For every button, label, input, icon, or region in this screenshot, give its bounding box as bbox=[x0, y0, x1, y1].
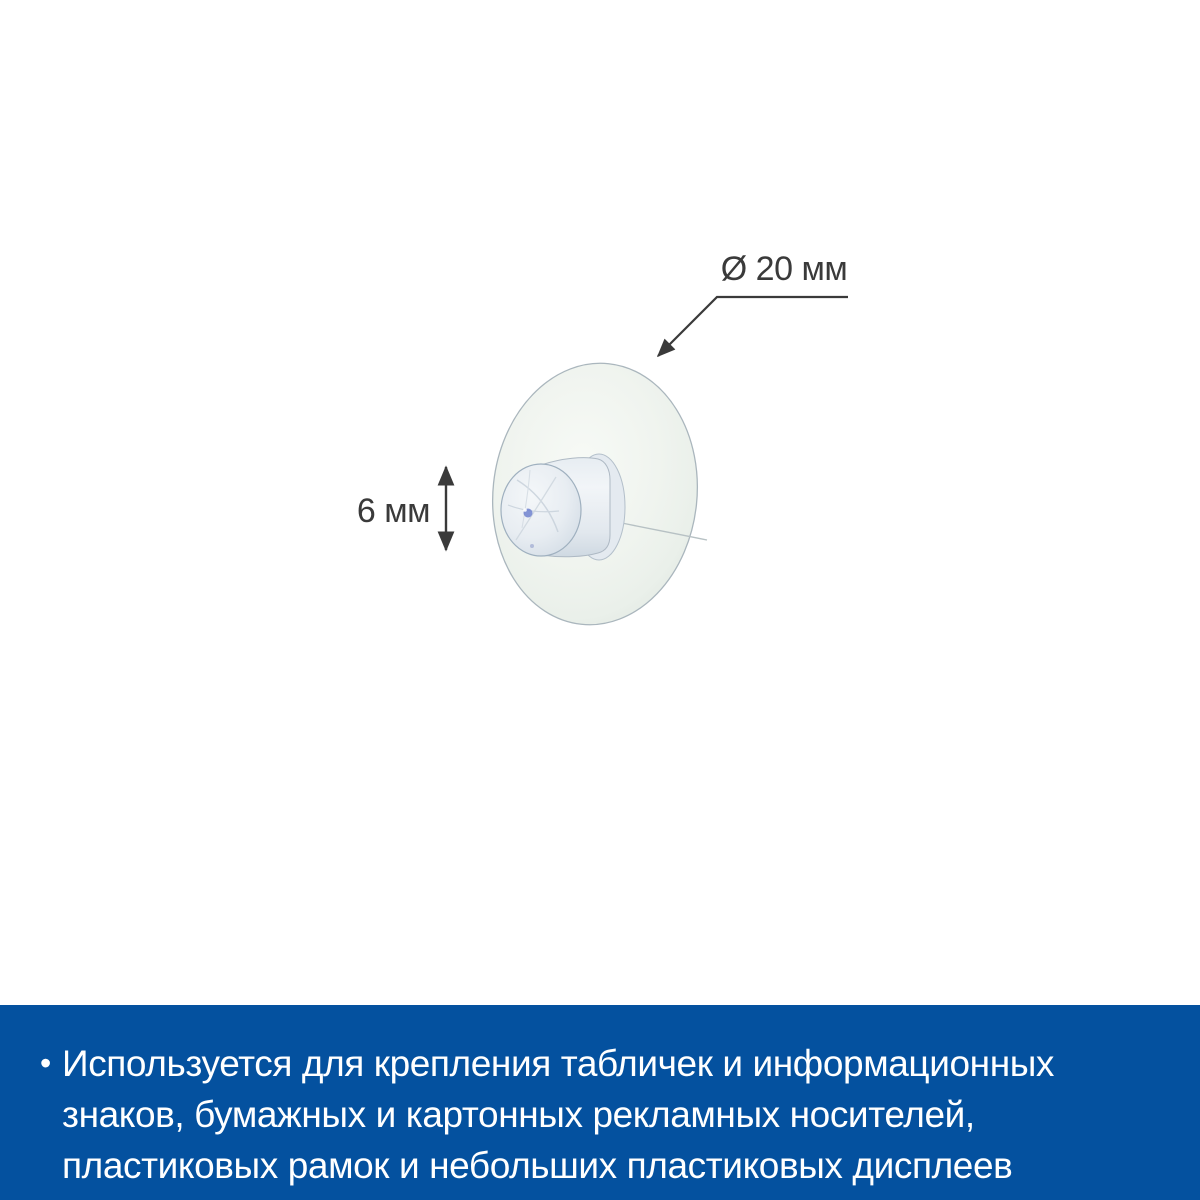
description-text bbox=[62, 1038, 1054, 1191]
description-banner bbox=[0, 1005, 1200, 1200]
knob-glint-small bbox=[530, 544, 534, 548]
diameter-leader-arrow bbox=[658, 297, 848, 356]
knob-glint-highlight bbox=[523, 508, 527, 512]
description-line-3: пластиковых рамок и небольших пластиковых дисплеев bbox=[62, 1145, 1013, 1186]
suction-cup bbox=[480, 353, 710, 635]
description-line-2: знаков, бумажных и картонных рекламных носителей, bbox=[62, 1094, 975, 1135]
height-dimension-label: 6 мм bbox=[356, 492, 430, 530]
bullet-point: • bbox=[40, 1045, 52, 1081]
knob-face bbox=[501, 464, 581, 556]
description-line-1: Используется для крепления табличек и информационных bbox=[62, 1043, 1055, 1084]
diameter-dimension-label: Ø 20 мм bbox=[720, 250, 848, 288]
